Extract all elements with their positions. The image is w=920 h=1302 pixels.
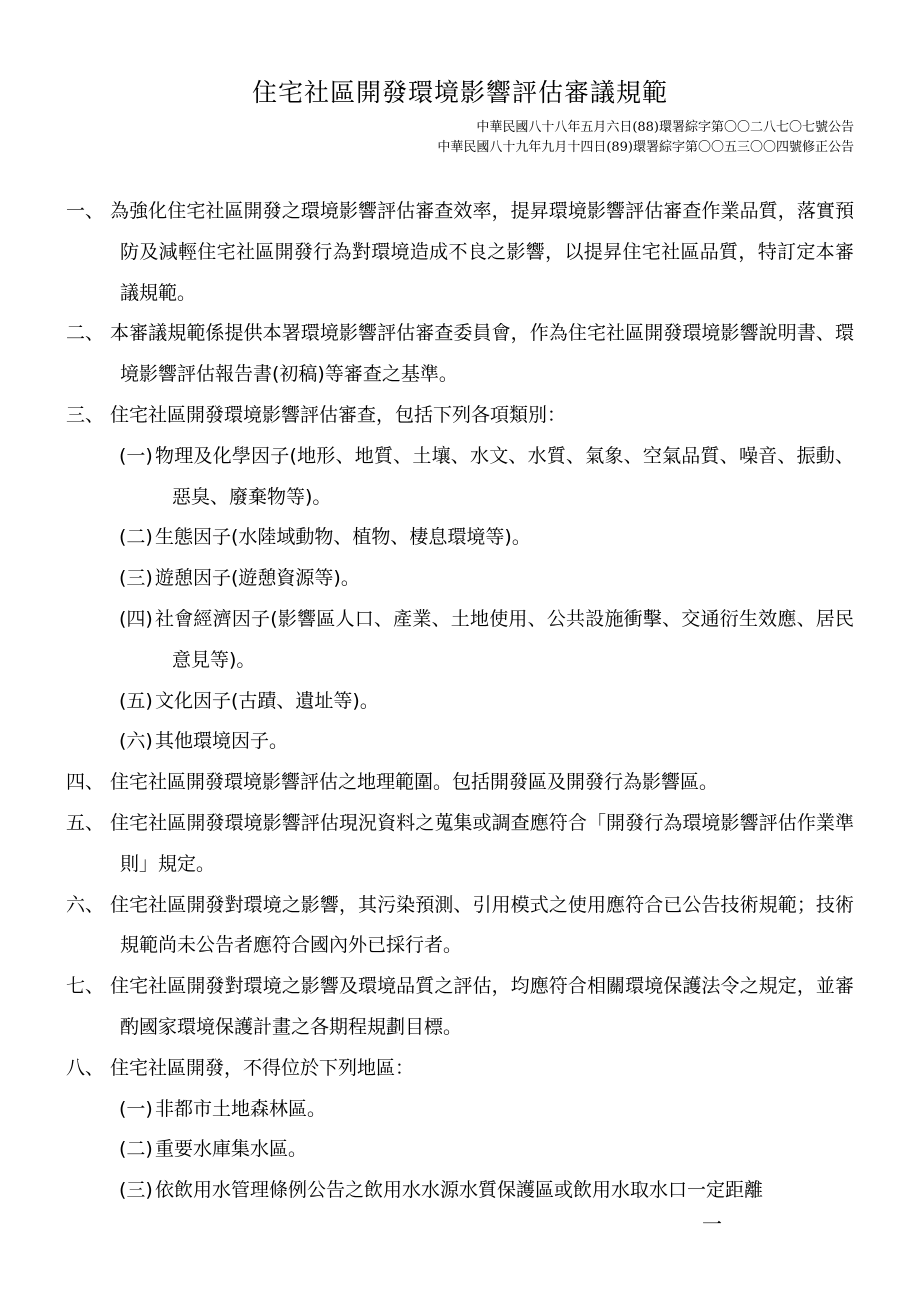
regulation-item: [0, 395, 920, 436]
item-number: 五、: [66, 811, 105, 834]
item-number: 七、: [66, 975, 105, 998]
sub-item-text: 依飲用水管理條例公告之飲用水水源水質保護區或飲用水取水口一定距離: [155, 1179, 764, 1202]
sub-item-text: 重要水庫集水區。: [155, 1138, 308, 1161]
sub-item-text: 社會經濟因子(影響區人口、產業、土地使用、公共設施衝擊、交通衍生效應、居民意見等)。: [155, 607, 854, 671]
sub-item-number: (一): [119, 444, 153, 467]
regulation-item: [0, 885, 920, 967]
sub-item-number: (四): [119, 607, 153, 630]
item-text: 住宅社區開發環境影響評估之地理範圍。包括開發區及開發行為影響區。: [110, 771, 719, 794]
item-number: 六、: [66, 893, 105, 916]
sub-item: [0, 558, 920, 599]
sub-item-number: (五): [119, 689, 153, 712]
regulation-item: [0, 762, 920, 803]
item-text: 住宅社區開發對環境之影響及環境品質之評估，均應符合相關環境保護法令之規定，並審酌國家環境保護計畫之各期程規劃目標。: [110, 975, 854, 1038]
item-text: 住宅社區開發環境影響評估審查，包括下列各項類別：: [110, 403, 567, 426]
sub-item-number: (三): [119, 567, 153, 590]
item-text: 住宅社區開發環境影響評估現況資料之蒐集或調查應符合「開發行為環境影響評估作業準則」規定。: [110, 811, 854, 875]
sub-item-number: (二): [119, 1138, 153, 1161]
item-text: 住宅社區開發對環境之影響，其污染預測、引用模式之使用應符合已公告技術規範；技術規範尚未公告者應符合國內外已採行者。: [110, 893, 854, 957]
item-number: 一、: [66, 200, 105, 222]
item-number: 八、: [66, 1056, 105, 1079]
regulation-item: [0, 191, 920, 313]
regulation-item: [0, 803, 920, 885]
sub-item: [0, 517, 920, 558]
item-text: 本審議規範係提供本署環境影響評估審查委員會，作為住宅社區開發環境影響說明書、環境影響評估報告書(初稿)等審查之基準。: [110, 322, 854, 386]
sub-item-text: 其他環境因子。: [155, 730, 289, 753]
item-number: 二、: [66, 322, 105, 345]
item-text: 住宅社區開發，不得位於下列地區：: [110, 1056, 415, 1079]
amendment-notice: 中華民國八十九年九月十四日(89)環署綜字第〇〇五三〇〇四號修正公告: [437, 140, 854, 155]
item-number: 三、: [66, 403, 105, 426]
sub-item-number: (一): [119, 1097, 153, 1120]
sub-item-text: 生態因子(水陸域動物、植物、棲息環境等)。: [155, 526, 531, 549]
sub-item: [0, 599, 920, 681]
sub-item-number: (六): [119, 730, 153, 753]
regulation-item: [0, 966, 920, 1048]
regulation-item: [0, 313, 920, 395]
item-text: 為強化住宅社區開發之環境影響評估審查效率，提昇環境影響評估審查作業品質，落實預防及減輕住宅社區開發行為對環境造成不良之影響，以提昇住宅社區品質，特訂定本審議規範。: [110, 200, 854, 304]
regulation-item: [0, 1048, 920, 1089]
sub-item: [0, 1129, 920, 1170]
sub-item: [0, 436, 920, 518]
sub-item: [0, 681, 920, 722]
sub-item: [0, 1089, 920, 1130]
page-number: 一: [702, 1212, 722, 1236]
item-number: 四、: [66, 771, 105, 794]
regulation-body: [0, 191, 920, 1211]
sub-item-number: (三): [119, 1179, 153, 1202]
announcement-notice: 中華民國八十八年五月六日(88)環署綜字第〇〇二八七〇七號公告: [476, 120, 854, 135]
document-title: 住宅社區開發環境影響評估審議規範: [251, 78, 668, 107]
sub-item-number: (二): [119, 526, 153, 549]
sub-item-text: 物理及化學因子(地形、地質、土壤、水文、水質、氣象、空氣品質、噪音、振動、惡臭、廢棄物等)。: [155, 444, 854, 508]
sub-item-text: 文化因子(古蹟、遺址等)。: [155, 689, 379, 712]
sub-item-text: 非都市土地森林區。: [155, 1097, 327, 1120]
sub-item: [0, 721, 920, 762]
sub-item: [0, 1170, 920, 1211]
sub-item-text: 遊憩因子(遊憩資源等)。: [155, 567, 360, 590]
